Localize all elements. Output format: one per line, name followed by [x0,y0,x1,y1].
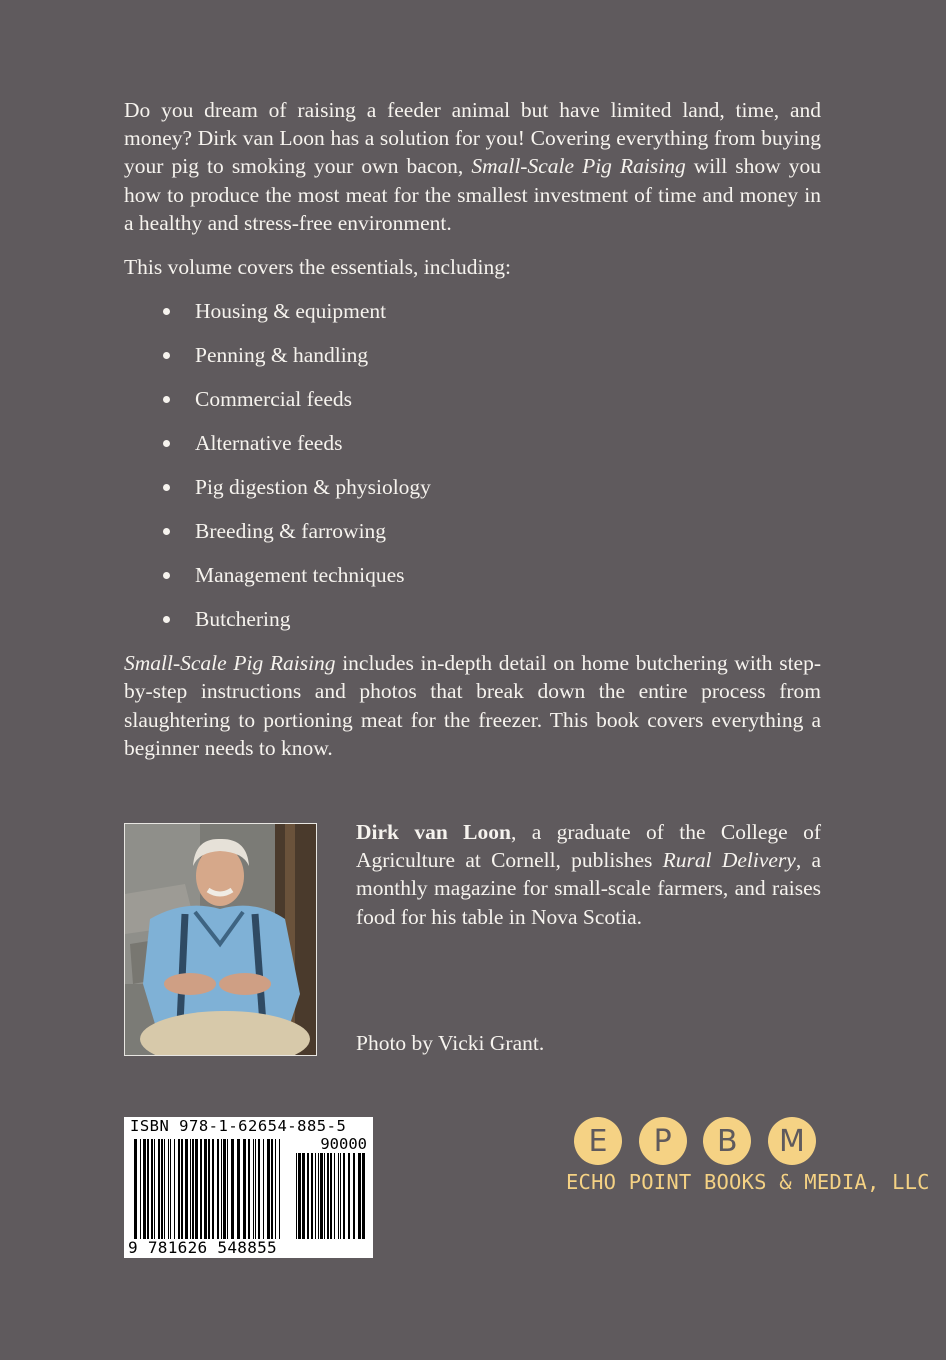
logo-circles [566,1117,822,1165]
bullet-icon [163,396,170,403]
barcode-bar [318,1153,319,1239]
list-item: Butchering [124,605,821,649]
barcode-digits: 9 781626 548855 [128,1238,277,1257]
barcode-bar [298,1153,301,1239]
photo-credit: Photo by Vicki Grant. [356,1031,545,1055]
logo-letter: B [703,1117,751,1165]
publisher-name: ECHO POINT BOOKS & MEDIA, LLC [566,1170,930,1194]
barcode-bar [140,1139,141,1239]
barcode-bar [168,1139,169,1239]
barcode-bar [334,1153,335,1239]
barcode-bar [134,1139,137,1239]
barcode-bar [192,1139,194,1239]
barcode-bar [258,1139,260,1239]
barcode-bar [237,1139,240,1239]
barcode-bar [221,1139,222,1239]
barcode-bar [302,1153,305,1239]
author-bio: Dirk van Loon, a graduate of the College of Agriculture at Cornell, publishes Rural Delivery, a monthly magazine for small-scale farmers, and raises food for his table in Nova Scotia. [356,820,821,929]
list-item: Penning & handling [124,341,821,385]
barcode-bar [154,1139,155,1239]
barcode-bar [143,1139,146,1239]
barcode-bar [253,1139,254,1239]
barcode-bar [195,1139,198,1239]
logo-letter: M [768,1117,816,1165]
barcode-bar [343,1153,345,1239]
barcode-bar [267,1139,270,1239]
list-item: Management techniques [124,561,821,605]
barcode-bar [275,1139,276,1239]
barcode-bar [231,1139,234,1239]
barcode-bar [212,1139,214,1239]
logo-letter: P [639,1117,687,1165]
barcode-bar [227,1139,228,1239]
author-photo [124,823,317,1056]
barcode-bar [158,1139,160,1239]
publisher-logo [566,1117,930,1194]
barcode-bar [255,1139,256,1239]
barcode-bar [181,1139,183,1239]
book-title-italic: Small-Scale Pig Raising [124,651,336,676]
logo-letter: E [574,1117,622,1165]
intro-paragraph: Do you dream of raising a feeder animal but have limited land, time, and money? Dirk van Loon has a solution for you! Covering everything from buying your pig to smoking your own bacon, Small-Scale Pig Raising will show you how to produce the most meat for the smallest investment of time and money in a healthy and stress-free environment. [124,98,822,235]
barcode-bar [223,1139,226,1239]
isbn-label: ISBN 978-1-62654-885-5 [130,1117,347,1135]
barcode-bar [348,1153,350,1239]
closing-paragraph: Small-Scale Pig Raising includes in-depth detail on home butchering with step-by-step instructions and photos that break down the entire process from slaughtering to portioning meat for the freezer. This book covers everything a beginner needs to know. [124,651,821,760]
barcode-bar [353,1153,355,1239]
barcode-bar [315,1153,316,1239]
barcode-bar [279,1139,280,1239]
barcode-bar [340,1153,341,1239]
author-portrait-image [125,824,316,1055]
barcode-bar [164,1139,165,1239]
barcode-bar [327,1153,329,1239]
isbn-barcode [124,1117,373,1258]
barcode-bar [204,1139,207,1239]
list-item: Commercial feeds [124,385,821,429]
barcode-bar [263,1139,264,1239]
barcode-bar [161,1139,163,1239]
barcode-bar [147,1139,149,1239]
topics-list [124,297,821,649]
barcode-bar [217,1139,219,1239]
book-title-italic: Small-Scale Pig Raising [471,154,686,179]
barcode-bar [248,1139,250,1239]
list-item: Alternative feeds [124,429,821,473]
barcode-bar [320,1153,323,1239]
barcode-bar [151,1139,153,1239]
bullet-icon [163,616,170,623]
barcode-bar [296,1153,297,1239]
list-item: Housing & equipment [124,297,821,341]
barcode-bar [190,1139,191,1239]
barcode-bar [330,1153,332,1239]
bullet-icon [163,440,170,447]
description [124,96,821,762]
barcode-bar [307,1153,309,1239]
bullet-icon [163,308,170,315]
barcode-bar [338,1153,339,1239]
barcode-bar [324,1153,325,1239]
barcode-bar [178,1139,180,1239]
barcode-bar [311,1153,313,1239]
list-item: Pig digestion & physiology [124,473,821,517]
isbn-addon-code: 90000 [320,1135,367,1153]
bullet-icon [163,528,170,535]
magazine-title: Rural Delivery [662,848,796,873]
covers-heading: This volume covers the essentials, including: [124,255,511,280]
author-name: Dirk van Loon [356,820,511,844]
barcode-bar [174,1139,175,1239]
bullet-icon [163,484,170,491]
barcode-bar [362,1153,365,1239]
barcode-bar [185,1139,188,1239]
barcode-bar [271,1139,273,1239]
bullet-icon [163,352,170,359]
barcode-bar [358,1153,361,1239]
barcode-bar [208,1139,210,1239]
barcode-bar [170,1139,171,1239]
list-item: Breeding & farrowing [124,517,821,561]
bullet-icon [163,572,170,579]
barcode-bar [200,1139,202,1239]
barcode-bar [243,1139,246,1239]
